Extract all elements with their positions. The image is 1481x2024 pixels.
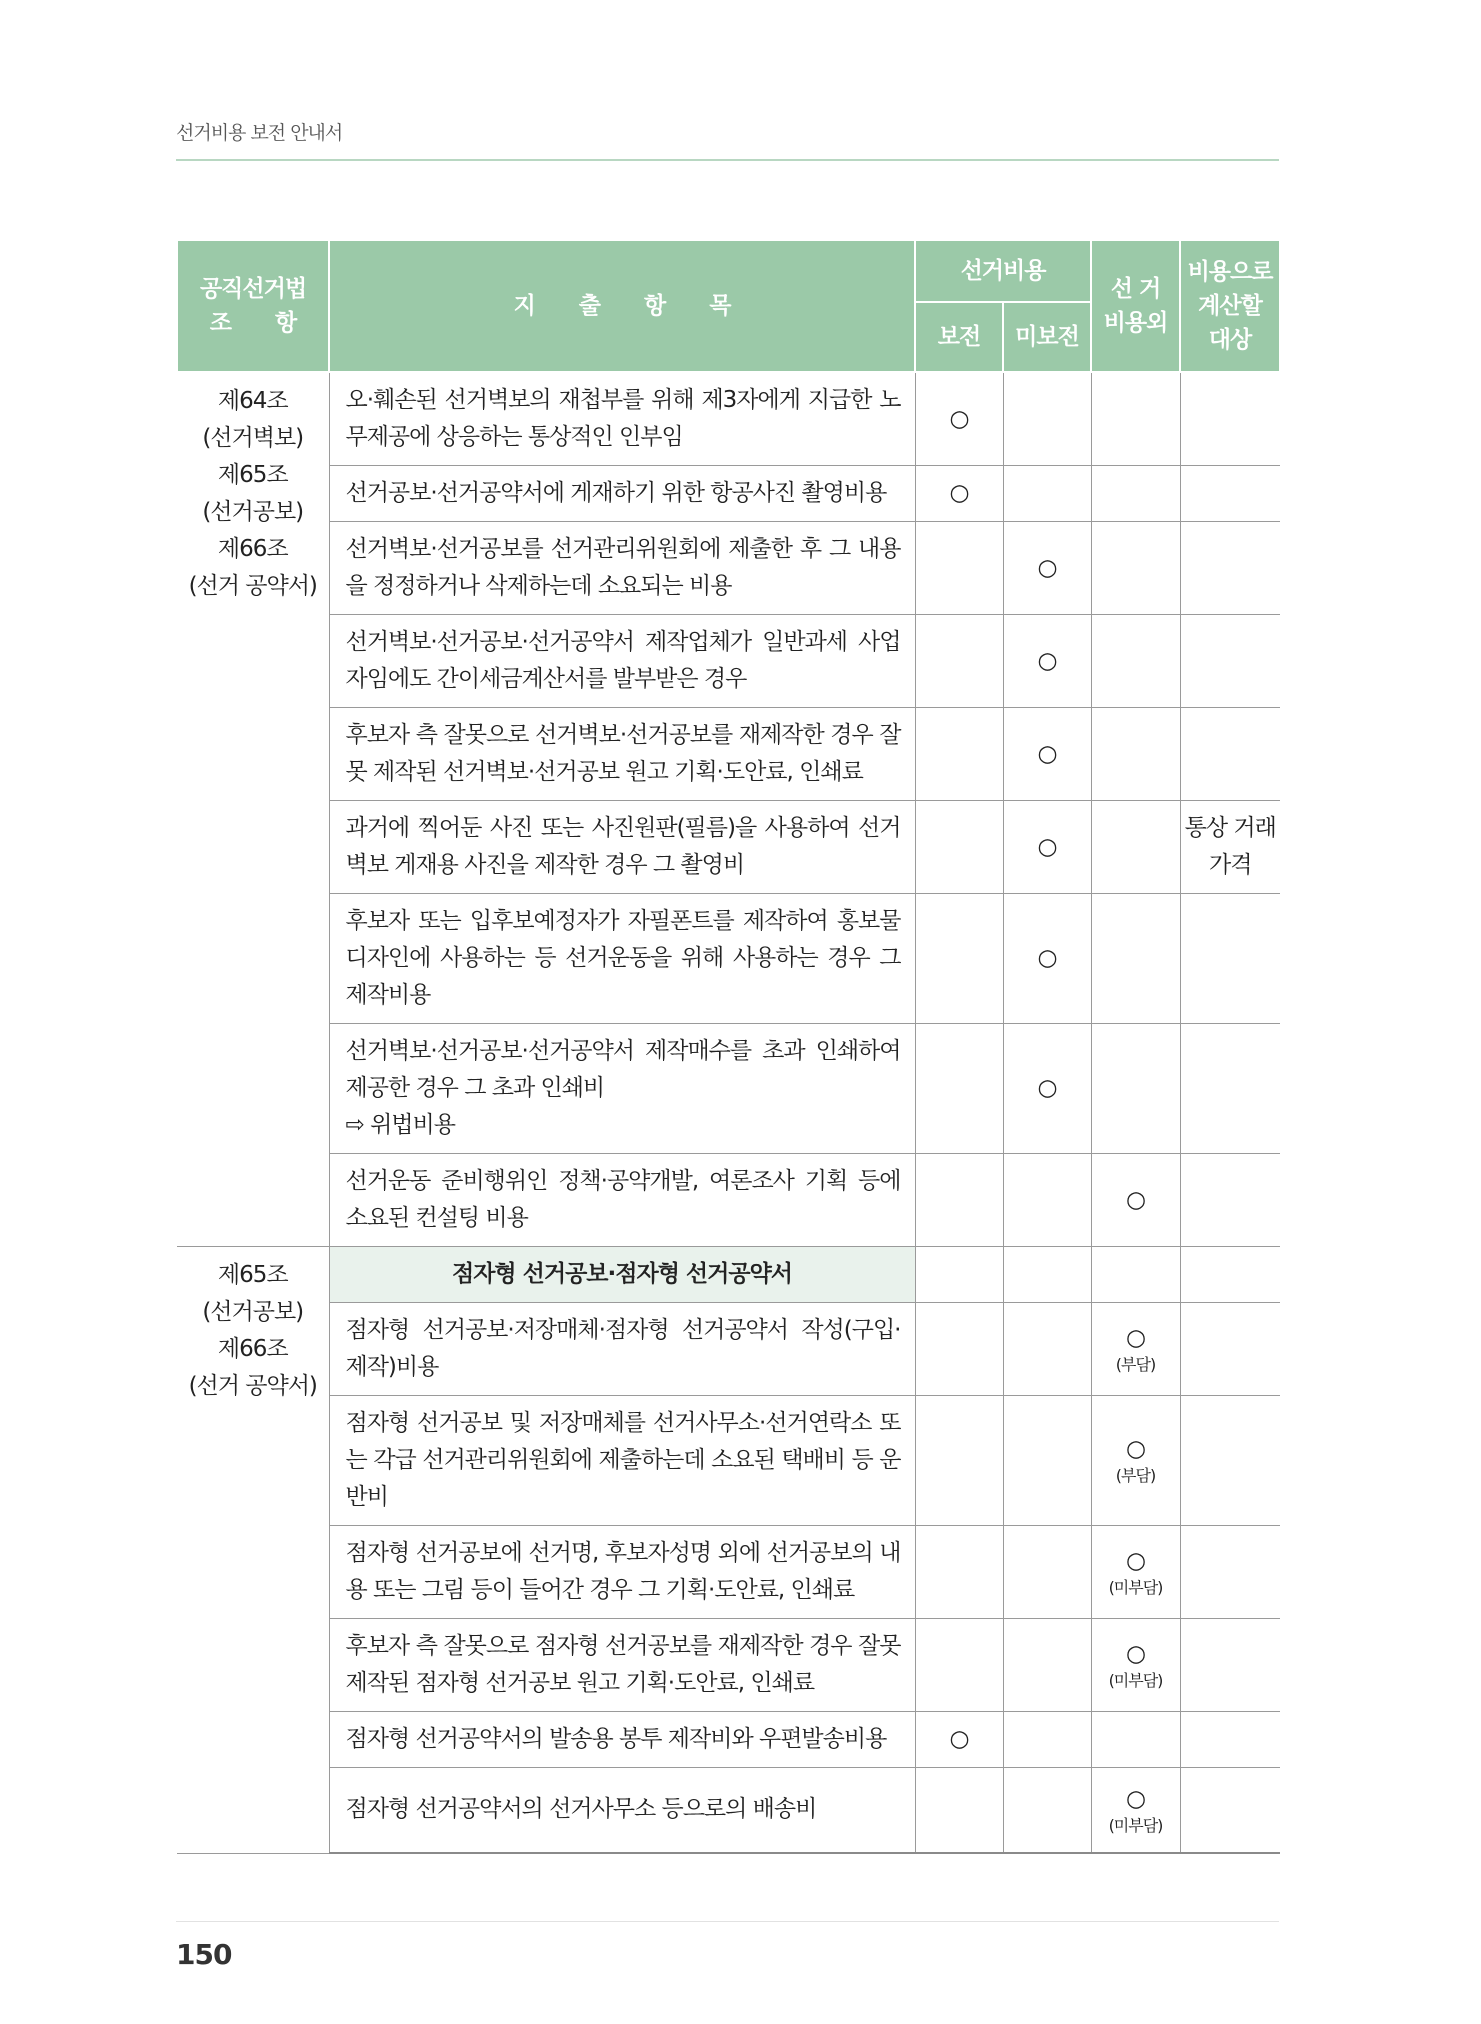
cell-cost-target <box>1180 614 1280 707</box>
cell-non-election <box>1091 372 1180 465</box>
item-text: 선거운동 준비행위인 정책·공약개발, 여론조사 기획 등에 소요된 컨설팅 비용 <box>345 1167 901 1231</box>
cell-not-reimbursed <box>1003 372 1091 465</box>
table-row <box>177 1023 1280 1153</box>
header-divider <box>176 159 1279 161</box>
table-row <box>177 1395 1280 1525</box>
item-text: 과거에 찍어둔 사진 또는 사진원판(필름)을 사용하여 선거벽보 게재용 사진을 제작한 경우 그 촬영비 <box>345 814 901 878</box>
empty-cell <box>915 1246 1003 1302</box>
circle-mark: ○ <box>1037 833 1057 860</box>
item-cell <box>329 1023 915 1153</box>
cell-non-election <box>1091 1395 1180 1525</box>
item-text: 선거벽보·선거공보를 선거관리위원회에 제출한 후 그 내용을 정정하거나 삭제하는데 소요되는 비용 <box>345 535 901 599</box>
cell-not-reimbursed <box>1003 465 1091 521</box>
cell-not-reimbursed <box>1003 614 1091 707</box>
burden-note: (부담) <box>1115 1466 1156 1485</box>
item-text: 점자형 선거공보·저장매체·점자형 선거공약서 작성(구입·제작)비용 <box>345 1316 901 1380</box>
cell-cost-target <box>1180 372 1280 465</box>
table-row <box>177 1767 1280 1853</box>
cell-reimbursed <box>915 1767 1003 1853</box>
burden-note: (부담) <box>1115 1354 1156 1374</box>
item-cell <box>329 893 915 1023</box>
cell-reimbursed <box>915 1525 1003 1618</box>
cell-cost-target <box>1180 521 1280 614</box>
cell-cost-target <box>1180 707 1280 800</box>
item-cell <box>329 1302 915 1395</box>
header-item: 지 출 항 목 <box>329 240 915 372</box>
item-cell <box>329 707 915 800</box>
cell-non-election <box>1091 707 1180 800</box>
cell-reimbursed <box>915 521 1003 614</box>
item-text: 후보자 측 잘못으로 점자형 선거공보를 재제작한 경우 잘못 제작된 점자형 선거공보 원고 기획·도안료, 인쇄료 <box>345 1632 901 1696</box>
cell-non-election <box>1091 614 1180 707</box>
cell-not-reimbursed <box>1003 1023 1091 1153</box>
cell-non-election <box>1091 1023 1180 1153</box>
cell-cost-target <box>1180 1525 1280 1618</box>
cell-cost-target <box>1180 1767 1280 1853</box>
burden-note: (미부담) <box>1108 1670 1163 1690</box>
item-cell <box>329 1153 915 1246</box>
empty-cell <box>1180 1246 1280 1302</box>
cell-reimbursed <box>915 465 1003 521</box>
circle-mark: ○ <box>1037 740 1057 767</box>
circle-mark: ○ <box>1125 1547 1146 1574</box>
item-text: 점자형 선거공보 및 저장매체를 선거사무소·선거연락소 또는 각급 선거관리위원회에 제출하는데 소요된 택배비 등 운반비 <box>345 1409 901 1510</box>
item-text: 점자형 선거공보에 선거명, 후보자성명 외에 선거공보의 내용 또는 그림 등이 들어간 경우 그 기획·도안료, 인쇄료 <box>345 1539 901 1603</box>
cell-reimbursed <box>915 1023 1003 1153</box>
item-cell <box>329 1767 915 1853</box>
cell-not-reimbursed <box>1003 1525 1091 1618</box>
table-row <box>177 800 1280 893</box>
item-cell <box>329 465 915 521</box>
cell-cost-target <box>1180 1153 1280 1246</box>
cell-non-election <box>1091 1618 1180 1711</box>
cell-not-reimbursed <box>1003 1711 1091 1767</box>
cell-not-reimbursed <box>1003 1618 1091 1711</box>
circle-mark: ○ <box>1125 1640 1146 1667</box>
circle-mark: ○ <box>1125 1186 1146 1213</box>
circle-mark: ○ <box>949 405 969 432</box>
cell-cost-target <box>1180 800 1280 893</box>
article-text: 제64조 (선거벽보) 제65조 (선거공보) 제66조 (선거 공약서) <box>188 388 317 599</box>
running-header: 선거비용 보전 안내서 <box>176 122 343 144</box>
cell-non-election <box>1091 1525 1180 1618</box>
item-cell <box>329 521 915 614</box>
cell-non-election <box>1091 1711 1180 1767</box>
cell-cost-target <box>1180 465 1280 521</box>
cell-not-reimbursed <box>1003 707 1091 800</box>
item-text: 선거벽보·선거공보·선거공약서 제작매수를 초과 인쇄하여 제공한 경우 그 초과 인쇄비 ⇨ 위법비용 <box>345 1037 901 1138</box>
cell-reimbursed <box>915 707 1003 800</box>
item-cell <box>329 614 915 707</box>
footer-divider <box>176 1921 1279 1922</box>
empty-cell <box>1091 1246 1180 1302</box>
burden-note: (미부담) <box>1108 1577 1163 1597</box>
table-row <box>177 1525 1280 1618</box>
circle-mark: ○ <box>1125 1436 1146 1462</box>
table-body <box>177 372 1280 1853</box>
cell-not-reimbursed <box>1003 800 1091 893</box>
header-reimbursed: 보전 <box>915 302 1003 372</box>
circle-mark: ○ <box>1125 1785 1146 1812</box>
cell-non-election <box>1091 1153 1180 1246</box>
cell-reimbursed <box>915 893 1003 1023</box>
cell-reimbursed <box>915 1395 1003 1525</box>
circle-mark: ○ <box>1037 945 1057 971</box>
item-text: 점자형 선거공약서의 선거사무소 등으로의 배송비 <box>345 1796 817 1823</box>
cell-not-reimbursed <box>1003 1302 1091 1395</box>
article-text: 제65조 (선거공보) 제66조 (선거 공약서) <box>188 1261 317 1399</box>
table-row <box>177 372 1280 465</box>
cell-non-election <box>1091 1767 1180 1853</box>
cell-reimbursed <box>915 614 1003 707</box>
circle-mark: ○ <box>949 480 969 506</box>
subheading-cell: 점자형 선거공보·점자형 선거공약서 <box>329 1246 915 1302</box>
cost-target-text: 통상 거래 가격 <box>1184 814 1276 878</box>
header-not-reimbursed: 미보전 <box>1003 302 1091 372</box>
header-election-cost: 선거비용 <box>915 240 1091 302</box>
cell-not-reimbursed <box>1003 521 1091 614</box>
table-row <box>177 893 1280 1023</box>
cell-not-reimbursed <box>1003 893 1091 1023</box>
item-text: 후보자 또는 입후보예정자가 자필폰트를 제작하여 홍보물 디자인에 사용하는 등 선거운동을 위해 사용하는 경우 그 제작비용 <box>345 907 901 1008</box>
cell-cost-target <box>1180 1618 1280 1711</box>
cell-reimbursed <box>915 1302 1003 1395</box>
cell-cost-target <box>1180 1711 1280 1767</box>
item-cell <box>329 1525 915 1618</box>
cell-reimbursed <box>915 372 1003 465</box>
cell-reimbursed <box>915 1153 1003 1246</box>
article-cell <box>177 372 329 1246</box>
item-cell <box>329 1711 915 1767</box>
cell-not-reimbursed <box>1003 1767 1091 1853</box>
header-article: 공직선거법 조 항 <box>177 240 329 372</box>
cell-reimbursed <box>915 1618 1003 1711</box>
cell-cost-target <box>1180 1302 1280 1395</box>
header-cost-target: 비용으로 계산할 대상 <box>1180 240 1280 372</box>
circle-mark: ○ <box>949 1726 969 1752</box>
cell-cost-target <box>1180 1023 1280 1153</box>
circle-mark: ○ <box>1037 647 1057 674</box>
item-text: 선거벽보·선거공보·선거공약서 제작업체가 일반과세 사업자임에도 간이세금계산서를 발부받은 경우 <box>345 628 901 692</box>
table-row <box>177 521 1280 614</box>
table-row <box>177 1711 1280 1767</box>
cell-cost-target <box>1180 1395 1280 1525</box>
cell-not-reimbursed <box>1003 1153 1091 1246</box>
item-cell <box>329 1618 915 1711</box>
cell-non-election <box>1091 465 1180 521</box>
cell-reimbursed <box>915 800 1003 893</box>
table-row <box>177 1618 1280 1711</box>
page-number: 150 <box>176 1938 232 1971</box>
cell-not-reimbursed <box>1003 1395 1091 1525</box>
item-cell <box>329 800 915 893</box>
empty-cell <box>1003 1246 1091 1302</box>
table-row <box>177 1302 1280 1395</box>
item-text: 후보자 측 잘못으로 선거벽보·선거공보를 재제작한 경우 잘못 제작된 선거벽보·선거공보 원고 기획·도안료, 인쇄료 <box>345 721 901 785</box>
table-row <box>177 1153 1280 1246</box>
item-text: 점자형 선거공약서의 발송용 봉투 제작비와 우편발송비용 <box>345 1725 887 1752</box>
cell-non-election <box>1091 521 1180 614</box>
article-cell <box>177 1246 329 1853</box>
item-cell <box>329 372 915 465</box>
cell-non-election <box>1091 1302 1180 1395</box>
cell-reimbursed <box>915 1711 1003 1767</box>
cell-non-election <box>1091 893 1180 1023</box>
burden-note: (미부담) <box>1108 1815 1163 1835</box>
item-text: 오·훼손된 선거벽보의 재첩부를 위해 제3자에게 지급한 노무제공에 상응하는 통상적인 인부임 <box>345 386 901 450</box>
item-text: 선거공보·선거공약서에 게재하기 위한 항공사진 촬영비용 <box>345 479 887 506</box>
circle-mark: ○ <box>1037 1075 1057 1101</box>
table-row <box>177 707 1280 800</box>
table-row <box>177 614 1280 707</box>
header-non-election-cost: 선 거 비용외 <box>1091 240 1180 372</box>
expense-table <box>176 239 1281 1854</box>
item-cell <box>329 1395 915 1525</box>
circle-mark: ○ <box>1125 1324 1146 1351</box>
table-row <box>177 465 1280 521</box>
circle-mark: ○ <box>1037 554 1057 581</box>
cell-non-election <box>1091 800 1180 893</box>
subheading-row <box>177 1246 1280 1302</box>
cell-cost-target <box>1180 893 1280 1023</box>
